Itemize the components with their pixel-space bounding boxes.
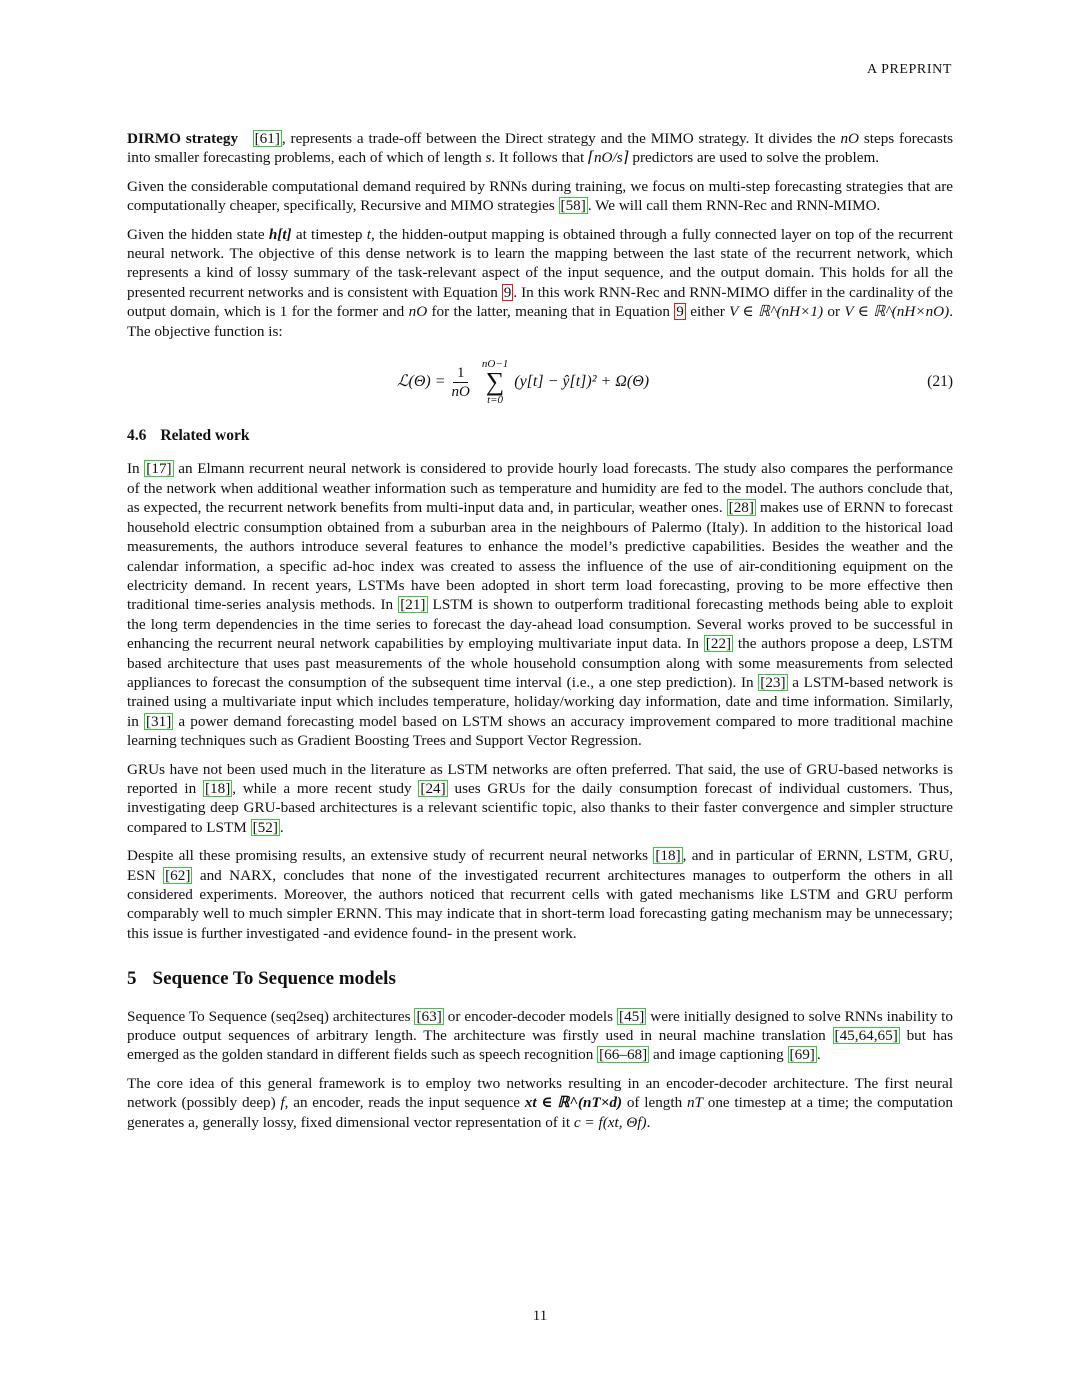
section-heading (127, 969, 953, 988)
equation-number: (21) (927, 373, 953, 391)
sum-lower-limit: t=0 (487, 394, 504, 407)
citation-link[interactable]: [22] (705, 635, 732, 653)
math-inline: nO (408, 303, 428, 321)
citation-link[interactable]: [45] (619, 1007, 645, 1025)
math-inline: nO (840, 130, 859, 147)
citation-link[interactable]: [58] (560, 197, 586, 215)
citation-link[interactable]: [52] (252, 818, 278, 836)
citation-link[interactable]: [28] (728, 499, 754, 517)
summation (482, 358, 508, 406)
citation-link[interactable]: [21] (400, 596, 426, 614)
equation-fraction (452, 364, 470, 401)
citation-link[interactable]: [45,64,65] (834, 1027, 898, 1045)
equation-reference-link[interactable]: 9 (676, 303, 684, 321)
dirmo-lead: DIRMO strategy (127, 130, 239, 147)
paragraph-encoder-decoder: The core idea of this general framework is to employ two networks resulting in an encoder-decoder architecture. The first neural network (possibly deep) f, an encoder, reads the input sequence xt ∈ ℝ^(nT×d) of length nT one timestep at a time; the computation generates a, generally lossy, fixed dimensional vector representation of it c = f(xt, Θf). (127, 1074, 954, 1131)
paragraph-strategies: Given the considerable computational demand required by RNNs during training, we focus on multi-step forecasting strategies that are computationally cheaper, specifically, Recursive and MIMO strategies [58] . We will call them RNN-Rec and RNN-MIMO. (127, 177, 953, 215)
citation-link[interactable]: [66–68] (599, 1046, 648, 1064)
citation-link[interactable]: [61] (254, 130, 280, 147)
running-header: A PREPRINT (867, 62, 952, 77)
page-body (127, 129, 953, 1141)
equation-rhs: (y[t] − ŷ[t])² + Ω(Θ) (514, 373, 650, 391)
paragraph-related-work: In [17] an Elmann recurrent neural network is considered to provide hourly load forecasts. The study also compares the performance of the network when additional weather information such as temperature and humidity are fed to the model. The authors conclude that, as expected, the recurrent network benefits from multi-input data and, in particular, weather ones. [28] makes use of ERNN to forecast household electric consumption obtained from a suburban area in the neighbours of Palermo (Italy). In addition to the historical load measurements, the authors introduce several features to enhance the model’s predictive capabilities. Besides the weather and the calendar information, a specific ad-hoc index was created to assess the influence of the use of air-conditioning equipment on the electricity demand. In recent years, LSTMs have been adopted in short term load forecasting, proving to be more effective then traditional time-series analysis methods. In [21] LSTM is shown to outperform traditional forecasting methods being able to exploit the long term dependencies in the time series to forecast the day-ahead load consumption. Several works proved to be successful in enhancing the recurrent neural network capabilities by employing multivariate input data. In [22] the authors propose a deep, LSTM based architecture that uses past measurements of the whole household consumption along with some measurements from selected appliances to forecast the consumption of the subsequent time interval (i.e., a one step prediction). In [23] a LSTM-based network is trained using a multivariate input which includes temperature, holiday/working day information, date and time information. Similarly, in [31] a power demand forecasting model based on LSTM shows an accuracy improvement compared to more traditional machine learning techniques such as Gradient Boosting Trees and Support Vector Regression. (127, 460, 954, 750)
citation-link[interactable]: [17] (146, 460, 172, 478)
math-inline: V ∈ ℝ^(nH×nO) (844, 303, 950, 321)
citation-link[interactable]: [18] (655, 847, 681, 865)
citation-link[interactable]: [31] (145, 712, 172, 730)
equation-lhs: ℒ(Θ) = (397, 373, 446, 391)
sigma-symbol: ∑ (485, 367, 505, 397)
fraction-denominator: nO (451, 383, 470, 400)
section-title: Sequence To Sequence models (152, 968, 396, 990)
citation-link[interactable]: [18] (204, 779, 231, 797)
math-inline: ⌈nO/s⌉ (588, 149, 629, 167)
math-inline: t (366, 225, 371, 243)
subsection-heading (127, 426, 953, 445)
page-number: 11 (532, 1308, 548, 1324)
citation-link[interactable]: [23] (760, 673, 786, 691)
math-inline: s (485, 149, 492, 167)
paragraph-dirmo: DIRMO strategy [61] , represents a trade-off between the Direct strategy and the MIMO strategy. It divides the nO steps forecasts into smaller forecasting problems, each of which of length s. It follows that ⌈nO/s⌉ predictors are used to solve the problem. (127, 130, 953, 167)
math-inline: nT (686, 1094, 703, 1112)
fraction-numerator: 1 (453, 364, 469, 383)
math-inline: xt ∈ ℝ^(nT×d) (524, 1094, 623, 1112)
paragraph-conclusion: Despite all these promising results, an extensive study of recurrent neural networks [18] , and in particular of ERNN, LSTM, GRU, ESN [62] and NARX, concludes that none of the investigated recurrent architectures manages to outperform the others in all considered experiments. Moreover, the authors noticed that recurrent cells with gated mechanisms like LSTM and GRU perform comparably well to much simpler ERNN. This may indicate that in short-term load forecasting gating mechanism may be unnecessary; this issue is further investigated -and evidence found- in the present work. (127, 847, 953, 942)
citation-link[interactable]: [62] (165, 866, 191, 884)
equation-21 (127, 350, 953, 414)
citation-link[interactable]: [24] (420, 779, 446, 797)
equation-body (397, 352, 649, 412)
math-inline: h[t] (268, 225, 292, 243)
citation-link[interactable]: [63] (416, 1007, 442, 1025)
subsection-number: 4.6 (127, 427, 147, 445)
paragraph-seq2seq: Sequence To Sequence (seq2seq) architectures [63] or encoder-decoder models [45] were initially designed to solve RNNs inability to produce output sequences of arbitrary length. The architecture was firstly used in neural machine translation [45,64,65] but has emerged as the golden standard in different fields such as speech recognition [66–68] and image captioning [69] . (127, 1007, 953, 1064)
math-inline: V ∈ ℝ^(nH×1) (729, 303, 824, 321)
paragraph-hidden-output: Given the hidden state h[t] at timestep t, the hidden-output mapping is obtained through a fully connected layer on top of the recurrent neural network. The objective of this dense network is to learn the mapping between the last state of the recurrent network, which represents a kind of lossy summary of the task-relevant aspect of the input sequence, and the output domain. This holds for all the presented recurrent networks and is consistent with Equation 9 . In this work RNN-Rec and RNN-MIMO differ in the cardinality of the output domain, which is 1 for the former and nO for the latter, meaning that in Equation 9 either V ∈ ℝ^(nH×1) or V ∈ ℝ^(nH×nO). The objective function is: (127, 225, 954, 340)
math-inline: f (280, 1094, 285, 1112)
paragraph-grus: GRUs have not been used much in the literature as LSTM networks are often preferred. That said, the use of GRU-based networks is reported in [18] , while a more recent study [24] uses GRUs for the daily consumption forecast of individual customers. Thus, investigating deep GRU-based architectures is a relevant scientific topic, also thanks to their faster convergence and simpler structure compared to LSTM [52] . (127, 760, 953, 836)
section-number: 5 (127, 968, 137, 990)
citation-link[interactable]: [69] (789, 1046, 815, 1064)
math-inline: c = f(xt, Θf) (573, 1113, 647, 1131)
subsection-title: Related work (160, 427, 250, 445)
equation-reference-link[interactable]: 9 (503, 283, 512, 301)
sum-upper-limit: nO−1 (481, 358, 509, 371)
